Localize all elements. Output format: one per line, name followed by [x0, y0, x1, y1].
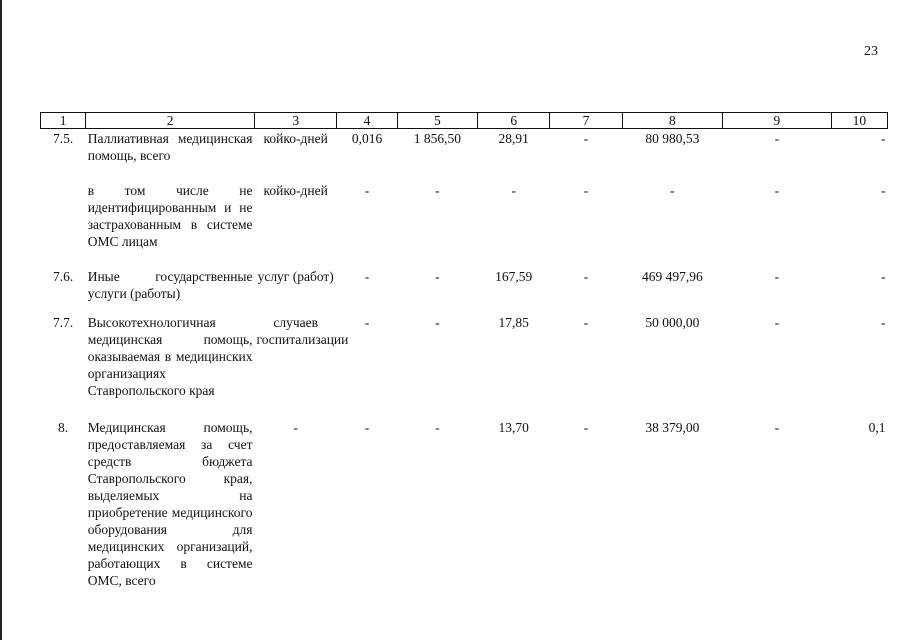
table-row [41, 129, 888, 165]
cell-col9: - [774, 420, 780, 435]
cell-col4: 0,016 [351, 131, 383, 146]
cell-col7: - [583, 269, 589, 284]
row-unit: - [293, 420, 298, 435]
cell-col10: - [881, 269, 886, 284]
row-name: Иные государственные услуги (работы) [87, 269, 253, 301]
cell-col6: 17,85 [498, 315, 529, 330]
cell-col6: 13,70 [498, 420, 529, 435]
cell-col9: - [774, 315, 780, 330]
cell-col4: - [364, 183, 370, 198]
row-number: 7.7. [52, 315, 74, 330]
row-unit: случаев госпитализации [256, 315, 349, 347]
row-name: Медицинская помощь, предоставляемая за счет средств бюджета Ставропольского края, выделяемых на приобретение медицинского оборудования для медицинских организаций, работающих в системе ОМС, всего [87, 420, 253, 588]
cell-col9: - [774, 183, 780, 198]
table-row [41, 182, 888, 250]
medical-care-table [40, 112, 888, 589]
cell-col6: 28,91 [498, 131, 529, 146]
row-unit: койко-дней [263, 131, 328, 146]
page-number: 23 [864, 44, 878, 59]
cell-col10: - [881, 183, 886, 198]
col-header-4: 4 [337, 113, 397, 129]
col-header-5: 5 [397, 113, 477, 129]
col-header-1: 1 [41, 113, 86, 129]
cell-col6: - [511, 183, 516, 198]
cell-col5: - [435, 183, 440, 198]
row-number [41, 182, 86, 250]
cell-col4: - [364, 420, 370, 435]
cell-col7: - [583, 183, 589, 198]
cell-col7: - [583, 315, 589, 330]
cell-col5: - [435, 315, 440, 330]
row-unit: услуг (работ) [257, 269, 334, 284]
cell-col7: - [583, 420, 589, 435]
cell-col8: 469 497,96 [642, 269, 703, 284]
cell-col4: - [364, 269, 370, 284]
cell-col10: 0,1 [868, 420, 886, 435]
col-header-3: 3 [255, 113, 337, 129]
cell-col10: - [881, 315, 886, 330]
cell-col8: 38 379,00 [645, 420, 700, 435]
row-name: Паллиативная медицинская помощь, всего [87, 131, 253, 163]
row-number: 7.6. [52, 269, 74, 284]
cell-col9: - [774, 269, 780, 284]
cell-col8: - [670, 183, 675, 198]
row-name: Высокотехнологичная медицинская помощь, оказываемая в медицинских организациях Ставропольского края [87, 315, 253, 398]
col-header-7: 7 [550, 113, 622, 129]
cell-col4: - [364, 315, 370, 330]
cell-col9: - [774, 131, 780, 146]
col-header-10: 10 [831, 113, 887, 129]
cell-col5: - [435, 269, 440, 284]
column-number-header [41, 113, 888, 129]
col-header-6: 6 [478, 113, 550, 129]
row-number: 8. [58, 420, 69, 435]
cell-col5: 1 856,50 [413, 131, 461, 146]
row-unit: койко-дней [263, 183, 328, 198]
cell-col8: 80 980,53 [645, 131, 700, 146]
cell-col10: - [881, 131, 886, 146]
cell-col5: - [435, 420, 440, 435]
row-name: в том числе не идентифицированным и не застрахованным в системе ОМС лицам [87, 183, 253, 249]
table-row [41, 419, 888, 589]
cell-col7: - [583, 131, 589, 146]
col-header-9: 9 [723, 113, 832, 129]
cell-col8: 50 000,00 [645, 315, 700, 330]
col-header-2: 2 [86, 113, 255, 129]
table-row [41, 314, 888, 399]
page-left-edge [0, 0, 2, 640]
cell-col6: 167,59 [495, 269, 533, 284]
col-header-8: 8 [622, 113, 722, 129]
row-number: 7.5. [52, 131, 74, 146]
table-row [41, 268, 888, 302]
